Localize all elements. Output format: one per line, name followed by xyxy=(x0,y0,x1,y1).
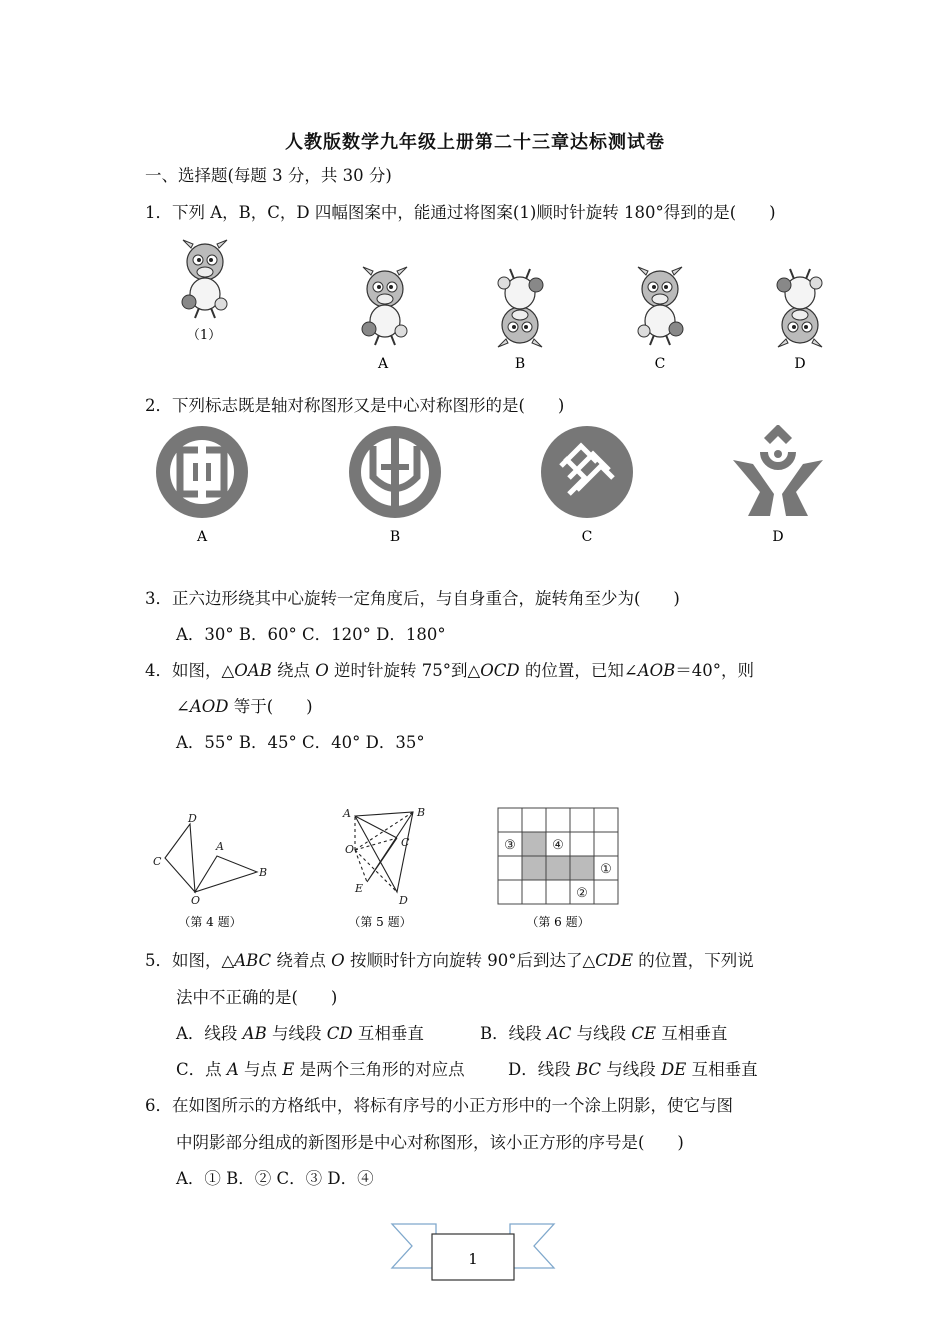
logo-b xyxy=(349,426,441,518)
figure-5 xyxy=(355,812,413,892)
fig5-label-a: A xyxy=(343,807,351,820)
fig4-label-o: O xyxy=(191,894,201,907)
q2-logos xyxy=(150,425,840,550)
fig5-label-o: O xyxy=(345,843,355,856)
question-1-stem: 1．下列 A，B，C，D 四幅图案中，能通过将图案(1)顺时针旋转 180°得到的是( ) xyxy=(145,203,776,222)
fig5-caption: （第 5 题） xyxy=(348,915,412,929)
fig6-caption: （第 6 题） xyxy=(526,915,590,929)
question-5-option-a: A．线段 AB 与线段 CD 互相垂直 xyxy=(176,1024,424,1043)
fig5-label-d: D xyxy=(399,894,408,907)
fig6-label-3: ③ xyxy=(504,838,516,853)
page-number-ribbon xyxy=(388,1218,558,1284)
logo-caption-c: C xyxy=(581,529,593,545)
question-3-stem: 3．正六边形绕其中心旋转一定角度后，与自身重合，旋转角至少为( ) xyxy=(145,589,680,608)
logo-d xyxy=(733,425,823,516)
logo-caption-b: B xyxy=(389,529,401,545)
fig4-label-c: C xyxy=(153,855,162,868)
option-a-cow xyxy=(362,267,407,345)
fig6-label-4: ④ xyxy=(552,838,564,853)
logo-caption-d: D xyxy=(772,529,784,545)
caption-b: B xyxy=(514,356,526,372)
caption-d: D xyxy=(794,356,806,372)
figures-row xyxy=(145,800,625,935)
fig6-label-2: ② xyxy=(576,886,588,901)
figure-6-grid xyxy=(498,808,618,904)
page-title: 人教版数学九年级上册第二十三章达标测试卷 xyxy=(285,132,665,153)
question-5-stem: 5．如图，△ABC 绕着点 O 按顺时针方向旋转 90°后到达了△CDE 的位置，下列说 xyxy=(145,951,754,970)
question-5-option-c: C．点 A 与点 E 是两个三角形的对应点 xyxy=(176,1060,465,1079)
figure-4 xyxy=(165,824,257,892)
logo-caption-a: A xyxy=(196,529,208,545)
section-heading: 一、选择题(每题 3 分，共 30 分) xyxy=(145,166,392,185)
question-4-stem: 4．如图，△OAB 绕点 O 逆时针旋转 75°到△OCD 的位置，已知∠AOB＝40°，则 xyxy=(145,661,755,680)
fig4-label-b: B xyxy=(259,866,268,879)
question-2-stem: 2．下列标志既是轴对称图形又是中心对称图形的是( ) xyxy=(145,396,565,415)
question-5-option-b: B．线段 AC 与线段 CE 互相垂直 xyxy=(480,1024,728,1043)
question-3-options: A．30° B．60° C．120° D．180° xyxy=(176,625,446,644)
option-d-cow xyxy=(777,269,822,347)
question-6-stem: 6．在如图所示的方格纸中，将标有序号的小正方形中的一个涂上阴影，使它与图 xyxy=(145,1096,733,1115)
fig6-label-1: ① xyxy=(600,862,612,877)
question-5-stem-line2: 法中不正确的是( ) xyxy=(176,988,338,1007)
question-5-option-d: D．线段 BC 与线段 DE 互相垂直 xyxy=(508,1060,758,1079)
caption-1: （1） xyxy=(186,328,222,343)
fig4-caption: （第 4 题） xyxy=(178,915,242,929)
fig5-label-b: B xyxy=(417,806,426,819)
fig4-label-d: D xyxy=(188,812,197,825)
caption-a: A xyxy=(377,356,389,372)
fig4-label-a: A xyxy=(216,840,224,853)
question-4-stem-line2: ∠AOD 等于( ) xyxy=(176,697,313,716)
option-b-cow xyxy=(498,269,543,347)
question-6-stem-line2: 中阴影部分组成的新图形是中心对称图形，该小正方形的序号是( ) xyxy=(176,1133,684,1152)
logo-a xyxy=(156,426,248,518)
option-c-cow xyxy=(638,267,683,345)
figure-1-cow xyxy=(182,240,227,318)
logo-c xyxy=(541,426,633,518)
page-number: 1 xyxy=(468,1250,478,1268)
fig5-label-e: E xyxy=(355,882,364,895)
fig5-label-c: C xyxy=(401,836,410,849)
q1-figures xyxy=(160,232,860,377)
question-6-options: A．① B．② C．③ D．④ xyxy=(176,1169,374,1188)
question-4-options: A．55° B．45° C．40° D．35° xyxy=(176,733,425,752)
caption-c: C xyxy=(654,356,666,372)
